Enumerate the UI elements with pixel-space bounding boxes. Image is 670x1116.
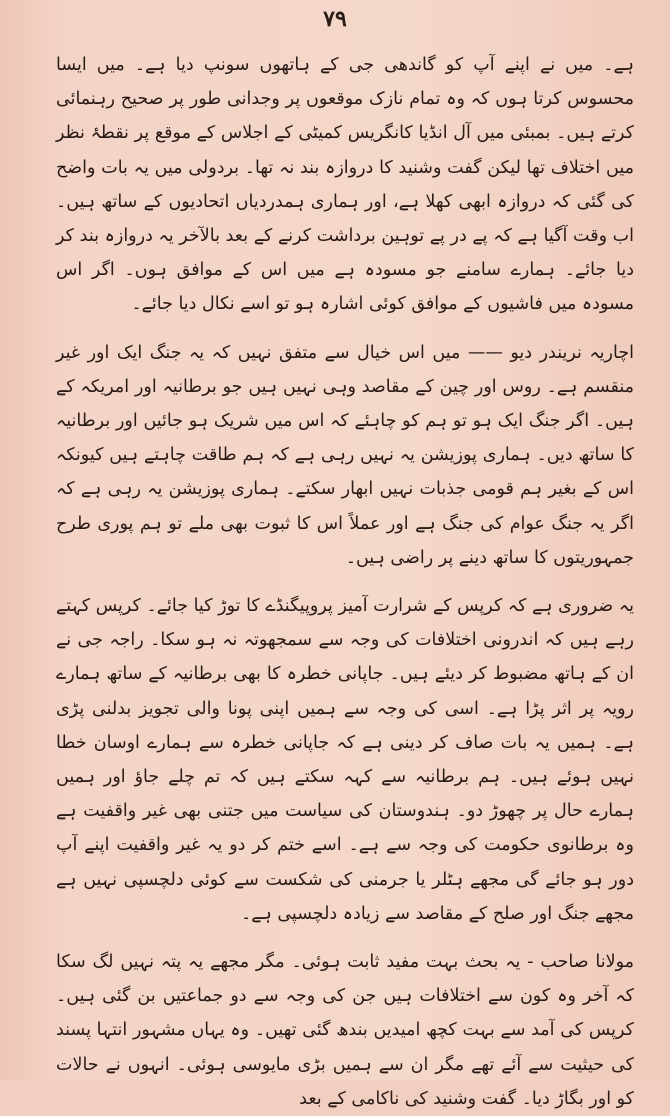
page-number: ۷۹ (323, 6, 347, 32)
paragraph-cripps: یہ ضروری ہے کہ کرپس کے شرارت آمیز پروپیگنڈے کا توڑ کیا جائے۔ کرپس کہتے رہے ہیں کہ اندرونی اختلافات کی وجہ سے سمجھوتہ نہ ہو سکا۔ راجہ جی نے ان کے ہاتھ مضبوط کر دیئے ہیں۔ جاپانی خطرہ کا بھی برطانیہ کے ساتھ ہمارے رویہ پر اثر پڑا ہے۔ اسی کی وجہ سے ہمیں اپنی پونا والی تجویز بدلنی پڑی ہے۔ ہمیں یہ بات صاف کر دینی ہے کہ جاپانی خطرہ سے ہمارے اوسان خطا نہیں ہوئے ہیں۔ ہم برطانیہ سے کہہ سکتے ہیں کہ تم چلے جاؤ اور ہمیں ہمارے حال پر چھوڑ دو۔ ہندوستان کی سیاست میں جتنی بھی غیر واقفیت ہے وہ برطانوی حکومت کی وجہ سے ہے۔ اسے ختم کر دو یہ غیر واقفیت اپنے آپ دور ہو جائے گی مجھے ہٹلر یا جرمنی کی شکست سے کوئی دلچسپی نہیں ہے مجھے جنگ اور صلح کے مقاصد سے زیادہ دلچسپی ہے۔ (56, 596, 634, 924)
paragraph-maulana-sahib: مولانا صاحب - یہ بحث بہت مفید ثابت ہوئی۔ مگر مجھے یہ پتہ نہیں لگ سکا کہ آخر وہ کون سے اختلافات ہیں جن کی وجہ سے دو جماعتیں بن گئی ہیں۔ کرپس کی آمد سے بہت کچھ امیدیں بندھ گئی تھیں۔ وہ یہاں مشہور انتہا پسند کی حیثیت سے آئے تھے مگر ان سے ہمیں بڑی مایوسی ہوئی۔ انہوں نے حالات کو اور بگاڑ دیا۔ گفت وشنید کی ناکامی کے بعد (56, 952, 634, 1109)
paragraph-intro: ہے۔ میں نے اپنے آپ کو گاندھی جی کے ہاتھوں سونپ دیا ہے۔ میں ایسا محسوس کرتا ہوں کہ وہ تمام نازک موقعوں پر وجدانی طور پر صحیح رہنمائی کرتے ہیں۔ بمبئی میں آل انڈیا کانگریس کمیٹی کے اجلاس کے موقع پر نقطۂ نظر میں اختلاف تھا لیکن گفت وشنید کا دروازہ بند نہ تھا۔ بردولی میں یہ بات واضح کی گئی کہ دروازہ ابھی کھلا ہے، اور ہماری ہمدردیاں اتحادیوں کے ساتھ ہیں۔ اب وقت آگیا ہے کہ پے در پے توہین برداشت کرنے کے بعد بالآخر یہ دروازہ بند کر دیا جائے۔ ہمارے سامنے جو مسودہ ہے میں اس کے موافق ہوں۔ اگر اس مسودہ میں فاشیوں کے موافق کوئی اشارہ ہو تو اسے نکال دیا جائے۔ (56, 55, 634, 315)
paragraph-narendra-dev: اچاریہ نریندر دیو —— میں اس خیال سے متفق نہیں کہ یہ جنگ ایک اور غیر منقسم ہے۔ روس اور چین کے مقاصد وہی نہیں ہیں جو برطانیہ اور امریکہ کے ہیں۔ اگر جنگ ایک ہو تو ہم کو چاہئے کہ اس میں شریک ہو جائیں اور برطانیہ کا ساتھ دیں۔ ہماری پوزیشن یہ نہیں رہی ہے کہ ہم طاقت چاہتے ہیں کیونکہ اس کے بغیر ہم قومی جذبات نہیں ابھار سکتے۔ ہماری پوزیشن یہ رہی ہے کہ اگر یہ جنگ عوام کی جنگ ہے اور عملاً اس کا ثبوت بھی ملے تو ہم پوری طرح جمہوریتوں کا ساتھ دینے پر راضی ہیں۔ (56, 342, 634, 568)
page-body (56, 48, 634, 1109)
